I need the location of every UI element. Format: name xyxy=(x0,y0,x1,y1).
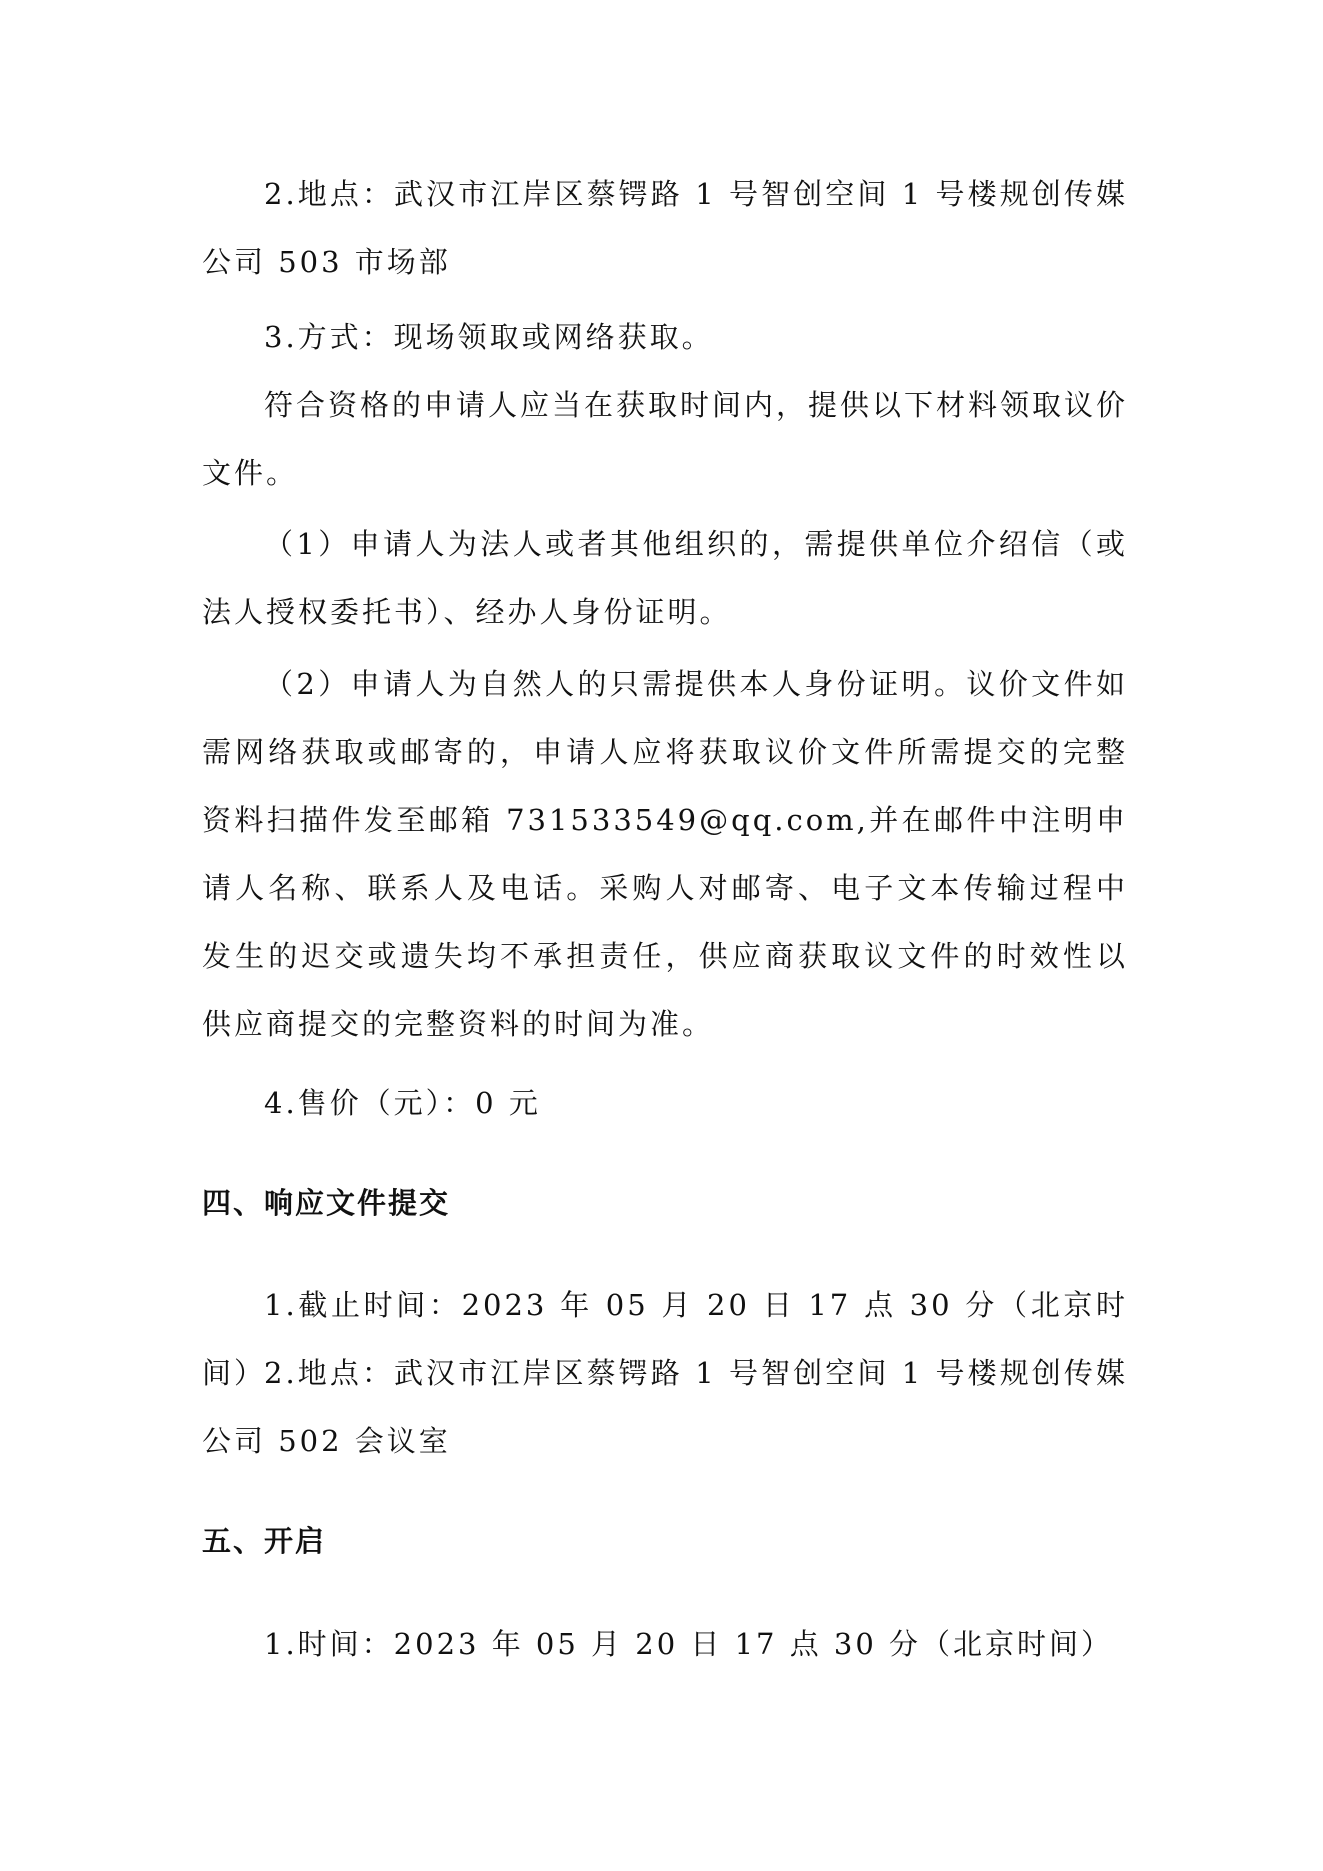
section3-condition1-paragraph: （1）申请人为法人或者其他组织的，需提供单位介绍信（或法人授权委托书）、经办人身份证明。 xyxy=(202,527,1128,629)
section5-time-paragraph: 1.时间：2023 年 05 月 20 日 17 点 30 分（北京时间） xyxy=(264,1627,1114,1661)
section3-requirement-paragraph: 符合资格的申请人应当在获取时间内，提供以下材料领取议价文件。 xyxy=(202,388,1129,490)
section4-location-paragraph: 2.地点：武汉市江岸区蔡锷路 1 号智创空间 1 号楼规创传媒公司 502 会议室 xyxy=(202,1356,1128,1458)
section5-heading: 五、开启 xyxy=(202,1524,327,1558)
section3-method-paragraph: 3.方式：现场领取或网络获取。 xyxy=(264,320,714,354)
section3-location-paragraph: 2.地点：武汉市江岸区蔡锷路 1 号智创空间 1 号楼规创传媒公司 503 市场部 xyxy=(202,177,1128,279)
section3-condition2-paragraph: （2）申请人为自然人的只需提供本人身份证明。议价文件如需网络获取或邮寄的，申请人应将获取议价文件所需提交的完整资料扫描件发至邮箱 731533549@qq.com,并在邮件中注明申请人名称、联系人及电话。采购人对邮寄、电子文本传输过程中发生的迟交或遗失均不承担责任，供应商获取议文件的时效性以供应商提交的完整资料的时间为准。 xyxy=(202,667,1128,1041)
section4-deadline-paragraph: 1.截止时间：2023 年 05 月 20 日 17 点 30 分（北京时间） xyxy=(202,1288,1128,1390)
section3-price-paragraph: 4.售价（元）：0 元 xyxy=(264,1086,541,1120)
section4-heading: 四、响应文件提交 xyxy=(202,1186,451,1220)
